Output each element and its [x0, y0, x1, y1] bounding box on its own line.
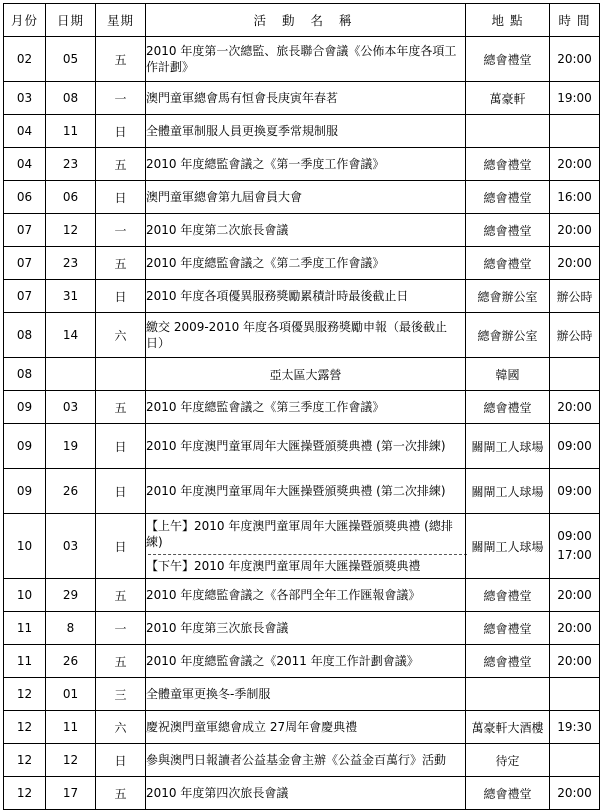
cell-date: 01 [46, 678, 96, 711]
cell-event: 2010 年度總監會議之《2011 年度工作計劃會議》 [146, 645, 466, 678]
cell-month: 08 [4, 313, 46, 358]
cell-date: 17 [46, 777, 96, 810]
header-place: 地 點 [466, 4, 550, 37]
cell-weekday: 一 [96, 82, 146, 115]
header-weekday: 星期 [96, 4, 146, 37]
cell-weekday: 五 [96, 645, 146, 678]
cell-month: 09 [4, 469, 46, 514]
cell-event: 亞太區大露營 [146, 358, 466, 391]
cell-time: 16:00 [550, 181, 600, 214]
cell-time: 20:00 [550, 612, 600, 645]
table-row [4, 313, 600, 358]
cell-event: 2010 年度總監會議之《第三季度工作會議》 [146, 391, 466, 424]
cell-place: 總會禮堂 [466, 247, 550, 280]
cell-time [550, 514, 600, 579]
cell-time: 20:00 [550, 391, 600, 424]
cell-time [550, 744, 600, 777]
cell-month: 02 [4, 37, 46, 82]
cell-event: 2010 年度第三次旅長會議 [146, 612, 466, 645]
cell-date: 26 [46, 645, 96, 678]
cell-date: 23 [46, 247, 96, 280]
cell-event [146, 514, 466, 579]
cell-weekday: 日 [96, 514, 146, 579]
table-row [4, 744, 600, 777]
cell-weekday: 五 [96, 579, 146, 612]
cell-time: 19:30 [550, 711, 600, 744]
table-row [4, 247, 600, 280]
cell-month: 03 [4, 82, 46, 115]
cell-place: 總會禮堂 [466, 579, 550, 612]
cell-weekday [96, 358, 146, 391]
table-row [4, 115, 600, 148]
cell-weekday: 日 [96, 469, 146, 514]
cell-place: 韓國 [466, 358, 550, 391]
cell-month: 06 [4, 181, 46, 214]
table-body [4, 37, 600, 810]
cell-time: 20:00 [550, 37, 600, 82]
cell-date: 05 [46, 37, 96, 82]
cell-time: 09:00 [550, 424, 600, 469]
cell-event: 2010 年度澳門童軍周年大匯操暨頒獎典禮 (第一次排練) [146, 424, 466, 469]
cell-time: 20:00 [550, 579, 600, 612]
cell-place: 關閘工人球場 [466, 424, 550, 469]
cell-time: 20:00 [550, 777, 600, 810]
table-row [4, 280, 600, 313]
cell-event: 2010 年度澳門童軍周年大匯操暨頒獎典禮 (第二次排練) [146, 469, 466, 514]
cell-date: 23 [46, 148, 96, 181]
cell-date: 11 [46, 115, 96, 148]
cell-month: 07 [4, 214, 46, 247]
cell-weekday: 五 [96, 391, 146, 424]
cell-date: 12 [46, 214, 96, 247]
cell-event: 2010 年度總監會議之《第一季度工作會議》 [146, 148, 466, 181]
cell-month: 09 [4, 424, 46, 469]
cell-weekday: 日 [96, 115, 146, 148]
cell-place: 總會禮堂 [466, 148, 550, 181]
cell-month: 04 [4, 115, 46, 148]
header-date: 日期 [46, 4, 96, 37]
header-time: 時 間 [550, 4, 600, 37]
cell-event: 2010 年度第四次旅長會議 [146, 777, 466, 810]
cell-place: 總會禮堂 [466, 391, 550, 424]
table-row [4, 214, 600, 247]
cell-date [46, 358, 96, 391]
cell-weekday: 三 [96, 678, 146, 711]
cell-weekday: 六 [96, 313, 146, 358]
cell-date: 08 [46, 82, 96, 115]
cell-time: 20:00 [550, 645, 600, 678]
cell-place: 總會辦公室 [466, 313, 550, 358]
table-row [4, 678, 600, 711]
cell-weekday: 五 [96, 247, 146, 280]
cell-time: 20:00 [550, 148, 600, 181]
cell-weekday: 日 [96, 181, 146, 214]
table-row [4, 391, 600, 424]
cell-month: 07 [4, 280, 46, 313]
table-row [4, 612, 600, 645]
table-row [4, 148, 600, 181]
cell-time [550, 678, 600, 711]
cell-date: 11 [46, 711, 96, 744]
cell-date: 31 [46, 280, 96, 313]
header-month: 月份 [4, 4, 46, 37]
cell-date: 29 [46, 579, 96, 612]
cell-event: 全體童軍制服人員更換夏季常規制服 [146, 115, 466, 148]
cell-place: 總會辦公室 [466, 280, 550, 313]
cell-time: 19:00 [550, 82, 600, 115]
table-header [4, 4, 600, 37]
cell-place [466, 115, 550, 148]
cell-place: 總會禮堂 [466, 181, 550, 214]
cell-time: 20:00 [550, 247, 600, 280]
cell-event: 2010 年度總監會議之《第二季度工作會議》 [146, 247, 466, 280]
cell-time [550, 358, 600, 391]
cell-event-afternoon: 【下午】2010 年度澳門童軍周年大匯操暨頒獎典禮 [146, 558, 421, 573]
cell-weekday: 一 [96, 214, 146, 247]
schedule-document [0, 3, 600, 801]
cell-place: 關閘工人球場 [466, 469, 550, 514]
cell-date: 26 [46, 469, 96, 514]
cell-weekday: 五 [96, 777, 146, 810]
cell-place: 萬豪軒 [466, 82, 550, 115]
cell-time: 辦公時 [550, 313, 600, 358]
table-row [4, 777, 600, 810]
header-event: 活 動 名 稱 [146, 4, 466, 37]
cell-date: 06 [46, 181, 96, 214]
cell-time [550, 115, 600, 148]
cell-place: 關閘工人球場 [466, 514, 550, 579]
cell-place: 待定 [466, 744, 550, 777]
cell-place: 總會禮堂 [466, 645, 550, 678]
cell-month: 10 [4, 579, 46, 612]
table-row [4, 514, 600, 579]
header-row [4, 4, 600, 37]
cell-date: 03 [46, 514, 96, 579]
cell-event-morning: 【上午】2010 年度澳門童軍周年大匯操暨頒獎典禮 (總排練) [146, 519, 453, 550]
cell-month: 11 [4, 645, 46, 678]
cell-month: 04 [4, 148, 46, 181]
cell-event: 澳門童軍總會馬有恒會長庚寅年春茗 [146, 82, 466, 115]
cell-time: 09:00 [550, 469, 600, 514]
cell-event: 2010 年度第二次旅長會議 [146, 214, 466, 247]
table-row [4, 424, 600, 469]
cell-weekday: 日 [96, 744, 146, 777]
cell-event: 慶祝澳門童軍總會成立 27周年會慶典禮 [146, 711, 466, 744]
cell-event: 繳交 2009-2010 年度各項優異服務獎勵申報（最後截止日） [146, 313, 466, 358]
cell-time: 辦公時 [550, 280, 600, 313]
cell-weekday: 日 [96, 280, 146, 313]
cell-month: 07 [4, 247, 46, 280]
cell-month: 10 [4, 514, 46, 579]
cell-month: 12 [4, 678, 46, 711]
cell-date: 14 [46, 313, 96, 358]
cell-place: 總會禮堂 [466, 612, 550, 645]
table-row [4, 469, 600, 514]
cell-weekday: 五 [96, 148, 146, 181]
activity-schedule-table [3, 3, 600, 810]
cell-date: 03 [46, 391, 96, 424]
cell-place: 總會禮堂 [466, 777, 550, 810]
cell-event: 2010 年度第一次總監、旅長聯合會議《公佈本年度各項工作計劃》 [146, 37, 466, 82]
table-row [4, 181, 600, 214]
table-row [4, 711, 600, 744]
cell-date: 12 [46, 744, 96, 777]
table-row [4, 358, 600, 391]
cell-month: 09 [4, 391, 46, 424]
cell-event: 澳門童軍總會第九屆會員大會 [146, 181, 466, 214]
cell-date: 8 [46, 612, 96, 645]
cell-weekday: 五 [96, 37, 146, 82]
cell-month: 12 [4, 711, 46, 744]
cell-place: 總會禮堂 [466, 37, 550, 82]
table-row [4, 579, 600, 612]
table-row [4, 82, 600, 115]
cell-time-morning: 09:00 [557, 528, 592, 543]
cell-weekday: 日 [96, 424, 146, 469]
cell-weekday: 一 [96, 612, 146, 645]
cell-month: 12 [4, 777, 46, 810]
cell-place [466, 678, 550, 711]
table-row [4, 37, 600, 82]
cell-event: 2010 年度各項優異服務獎勵累積計時最後截止日 [146, 280, 466, 313]
cell-date: 19 [46, 424, 96, 469]
cell-month: 11 [4, 612, 46, 645]
cell-place: 萬豪軒大酒樓 [466, 711, 550, 744]
cell-month: 08 [4, 358, 46, 391]
cell-event: 2010 年度總監會議之《各部門全年工作匯報會議》 [146, 579, 466, 612]
cell-month: 12 [4, 744, 46, 777]
cell-time-afternoon: 17:00 [557, 548, 592, 562]
cell-time: 20:00 [550, 214, 600, 247]
cell-place: 總會禮堂 [466, 214, 550, 247]
table-row [4, 645, 600, 678]
cell-event: 全體童軍更換冬-季制服 [146, 678, 466, 711]
cell-weekday: 六 [96, 711, 146, 744]
cell-event: 參與澳門日報讀者公益基金會主辦《公益金百萬行》活動 [146, 744, 466, 777]
